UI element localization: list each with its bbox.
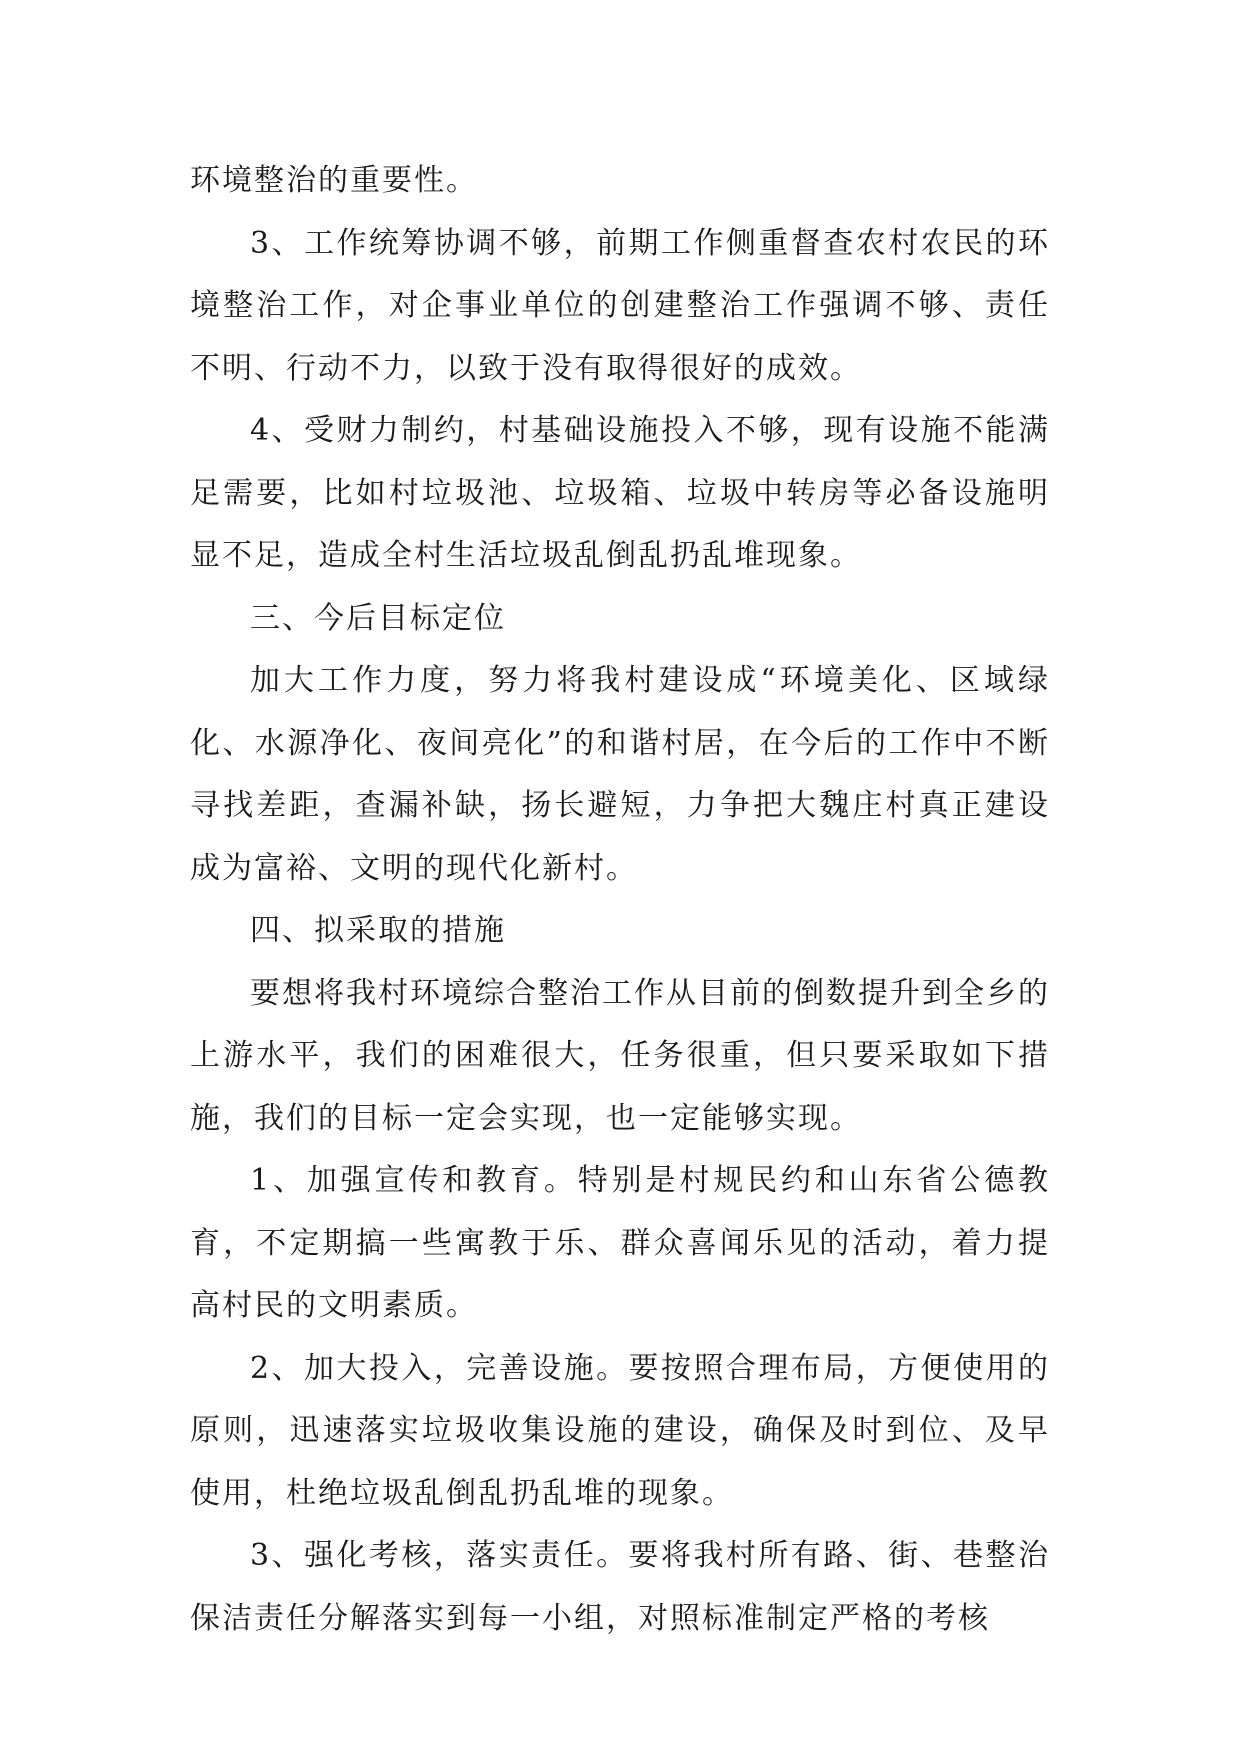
paragraph-goal: 加大工作力度，努力将我村建设成“环境美化、区域绿化、水源净化、夜间亮化”的和谐村居，在今后的工作中不断寻找差距，查漏补缺，扬长避短，力争把大魏庄村真正建设成为富裕、文明的现代化新村。 (190, 663, 1050, 886)
paragraph-continuation: 环境整治的重要性。 (190, 163, 478, 198)
paragraph-measure-1: 1、加强宣传和教育。特别是村规民约和山东省公德教育，不定期搞一些寓教于乐、群众喜闻乐见的活动，着力提高村民的文明素质。 (190, 1163, 1050, 1323)
document-body (190, 150, 1050, 1650)
section-heading-4: 四、拟采取的措施 (250, 913, 506, 948)
paragraph-measure-2: 2、加大投入，完善设施。要按照合理布局，方便使用的原则，迅速落实垃圾收集设施的建设，确保及时到位、及早使用，杜绝垃圾乱倒乱扔乱堆的现象。 (190, 1350, 1050, 1511)
paragraph-measure-3: 3、强化考核，落实责任。要将我村所有路、街、巷整治保洁责任分解落实到每一小组，对照标准制定严格的考核 (190, 1538, 1050, 1636)
paragraph-measures-intro: 要想将我村环境综合整治工作从目前的倒数提升到全乡的上游水平，我们的困难很大，任务很重，但只要采取如下措施，我们的目标一定会实现，也一定能够实现。 (190, 975, 1050, 1136)
section-heading-3: 三、今后目标定位 (250, 600, 506, 636)
paragraph-item-4: 4、受财力制约，村基础设施投入不够，现有设施不能满足需要，比如村垃圾池、垃圾箱、垃圾中转房等必备设施明显不足，造成全村生活垃圾乱倒乱扔乱堆现象。 (190, 413, 1050, 573)
paragraph-item-3: 3、工作统筹协调不够，前期工作侧重督查农村农民的环境整治工作，对企事业单位的创建整治工作强调不够、责任不明、行动不力，以致于没有取得很好的成效。 (190, 225, 1050, 386)
